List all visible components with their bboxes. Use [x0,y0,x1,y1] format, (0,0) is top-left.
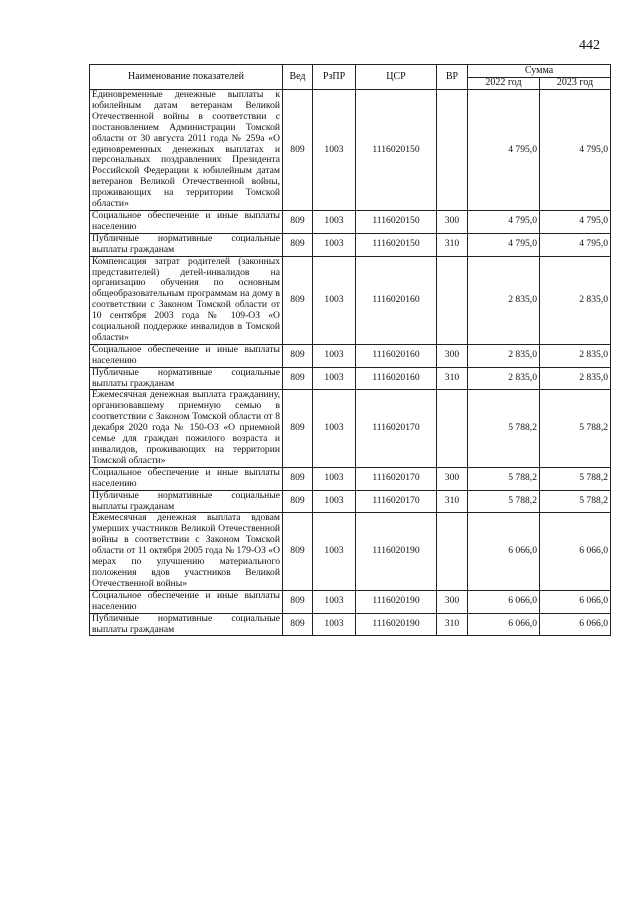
table-row [90,367,611,390]
row-csr: 1116020170 [356,390,437,467]
row-name: Публичные нормативные социальные выплаты гражданам [90,233,283,256]
table-row [90,256,611,344]
row-csr: 1116020150 [356,210,437,233]
row-name: Ежемесячная денежная выплата вдовам умерших участников Великой Отечественной войны в соответствии с Законом Томской области от 11 октября 2005 года № 179-ОЗ «О мерах по улучшению материального положения вдов участников Великой Отечественной войны» [90,513,283,590]
row-name: Социальное обеспечение и иные выплаты населению [90,210,283,233]
row-sum-2022: 5 788,2 [468,390,540,467]
row-sum-2022: 6 066,0 [468,513,540,590]
row-vr [437,256,468,344]
row-sum-2023: 2 835,0 [540,256,611,344]
row-name: Публичные нормативные социальные выплаты гражданам [90,613,283,636]
row-ved: 809 [283,367,313,390]
row-sum-2022: 6 066,0 [468,590,540,613]
row-rzpr: 1003 [313,467,356,490]
row-ved: 809 [283,490,313,513]
row-name: Компенсация затрат родителей (законных представителей) детей-инвалидов на организацию обучения по основным общеобразовательным программам на дому в соответствии с Законом Томской области от 10 сентября 2003 года № 109-ОЗ «О социальной поддержке инвалидов в Томской области» [90,256,283,344]
row-name: Единовременные денежные выплаты к юбилейным датам ветеранам Великой Отечественной войны в соответствии с постановлением Администрации Томской области от 30 августа 2011 года № 259а «О единовременных денежных выплатах и персональных поздравлениях Президента Российской Федерации к юбилейным датам ветеранов Великой Отечественной войны, проживающих на территории Томской области» [90,90,283,211]
row-rzpr: 1003 [313,344,356,367]
row-vr: 300 [437,210,468,233]
row-sum-2022: 2 835,0 [468,367,540,390]
header-year-2023: 2023 год [540,78,611,90]
row-sum-2022: 6 066,0 [468,613,540,636]
row-ved: 809 [283,513,313,590]
row-csr: 1116020190 [356,613,437,636]
header-vr: ВР [437,65,468,90]
row-sum-2023: 6 066,0 [540,513,611,590]
row-rzpr: 1003 [313,390,356,467]
row-ved: 809 [283,613,313,636]
row-sum-2023: 6 066,0 [540,613,611,636]
row-vr: 310 [437,367,468,390]
row-name: Социальное обеспечение и иные выплаты населению [90,590,283,613]
row-sum-2022: 2 835,0 [468,256,540,344]
header-name: Наименование показателей [90,65,283,90]
row-sum-2023: 6 066,0 [540,590,611,613]
row-sum-2023: 2 835,0 [540,367,611,390]
row-csr: 1116020160 [356,256,437,344]
row-csr: 1116020150 [356,90,437,211]
row-name: Ежемесячная денежная выплата гражданину, организовавшему приемную семью в соответствии с Законом Томской области от 8 декабря 2020 года № 150-ОЗ «О приемной семье для граждан пожилого возраста и инвалидов, проживающих на территории Томской области» [90,390,283,467]
row-rzpr: 1003 [313,233,356,256]
row-sum-2022: 2 835,0 [468,344,540,367]
page-number: 442 [579,38,600,53]
row-csr: 1116020150 [356,233,437,256]
row-name: Социальное обеспечение и иные выплаты населению [90,344,283,367]
row-sum-2022: 5 788,2 [468,490,540,513]
row-csr: 1116020190 [356,590,437,613]
row-vr: 300 [437,590,468,613]
row-sum-2023: 5 788,2 [540,490,611,513]
table-row [90,344,611,367]
table-row [90,233,611,256]
row-sum-2023: 2 835,0 [540,344,611,367]
header-sum: Сумма [468,65,611,78]
row-csr: 1116020170 [356,467,437,490]
header-year-2022: 2022 год [468,78,540,90]
row-name: Публичные нормативные социальные выплаты гражданам [90,490,283,513]
table-row [90,490,611,513]
row-ved: 809 [283,390,313,467]
table-row [90,90,611,211]
row-sum-2023: 5 788,2 [540,390,611,467]
row-rzpr: 1003 [313,367,356,390]
row-sum-2023: 5 788,2 [540,467,611,490]
row-sum-2023: 4 795,0 [540,210,611,233]
row-sum-2022: 4 795,0 [468,233,540,256]
row-rzpr: 1003 [313,210,356,233]
row-csr: 1116020160 [356,344,437,367]
table-row [90,467,611,490]
row-sum-2022: 4 795,0 [468,210,540,233]
row-ved: 809 [283,344,313,367]
row-vr: 300 [437,467,468,490]
row-rzpr: 1003 [313,513,356,590]
row-vr: 310 [437,613,468,636]
row-sum-2023: 4 795,0 [540,233,611,256]
row-vr [437,90,468,211]
row-rzpr: 1003 [313,613,356,636]
row-vr [437,513,468,590]
row-rzpr: 1003 [313,490,356,513]
row-ved: 809 [283,467,313,490]
row-ved: 809 [283,590,313,613]
table-row [90,590,611,613]
row-vr: 300 [437,344,468,367]
header-rzpr: РзПР [313,65,356,90]
row-csr: 1116020190 [356,513,437,590]
budget-table [89,64,611,636]
row-sum-2022: 5 788,2 [468,467,540,490]
header-csr: ЦСР [356,65,437,90]
table-body [90,90,611,636]
row-name: Социальное обеспечение и иные выплаты населению [90,467,283,490]
header-ved: Вед [283,65,313,90]
row-rzpr: 1003 [313,590,356,613]
row-vr [437,390,468,467]
row-ved: 809 [283,210,313,233]
row-ved: 809 [283,233,313,256]
row-sum-2023: 4 795,0 [540,90,611,211]
table-row [90,390,611,467]
table-row [90,513,611,590]
row-csr: 1116020170 [356,490,437,513]
row-rzpr: 1003 [313,256,356,344]
table-row [90,613,611,636]
row-csr: 1116020160 [356,367,437,390]
table-row [90,210,611,233]
row-ved: 809 [283,256,313,344]
row-ved: 809 [283,90,313,211]
row-sum-2022: 4 795,0 [468,90,540,211]
row-vr: 310 [437,233,468,256]
row-rzpr: 1003 [313,90,356,211]
row-name: Публичные нормативные социальные выплаты гражданам [90,367,283,390]
row-vr: 310 [437,490,468,513]
